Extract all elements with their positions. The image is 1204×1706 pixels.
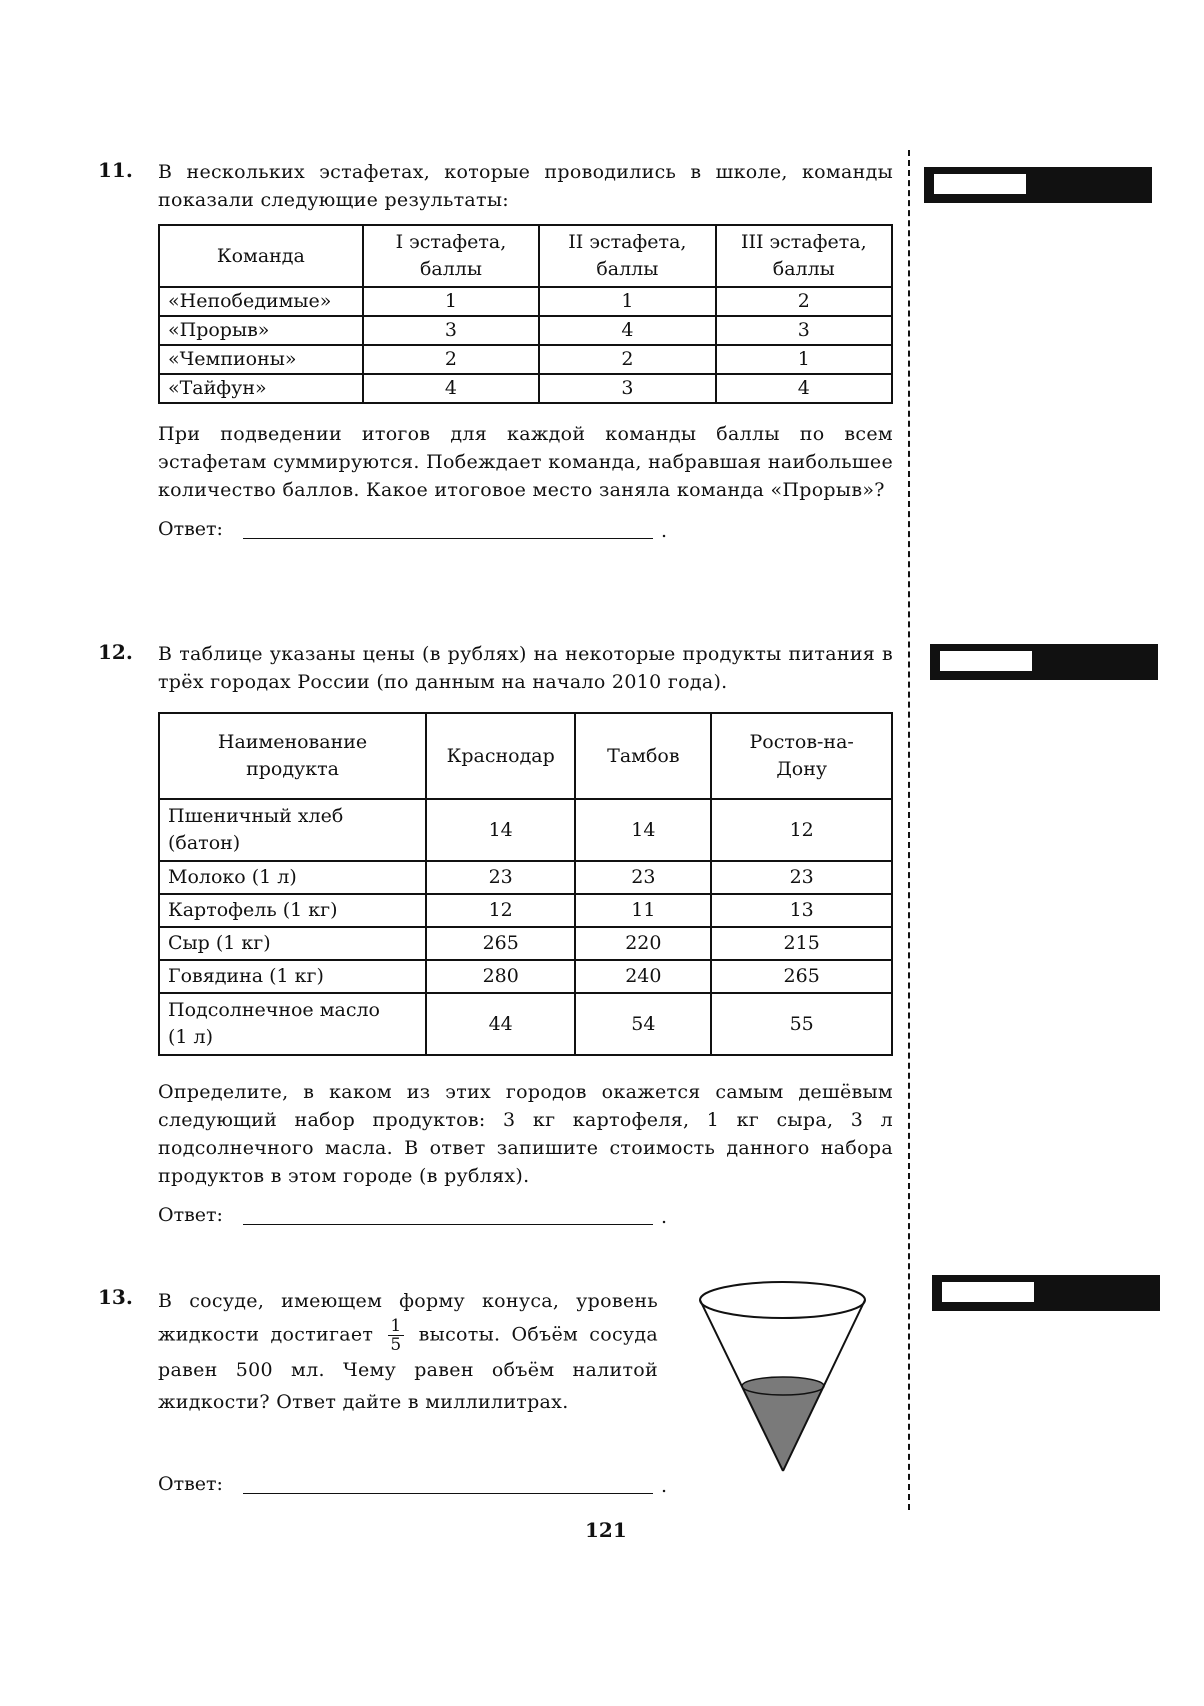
table-cell: 23 — [426, 861, 575, 894]
table-row — [159, 316, 892, 345]
page-number: 121 — [585, 1518, 627, 1542]
task-12 — [98, 640, 893, 1234]
table-cell: 265 — [426, 927, 575, 960]
table-cell: 280 — [426, 960, 575, 993]
answer-line[interactable] — [243, 1224, 653, 1225]
table-cell: 12 — [426, 894, 575, 927]
table-cell: 23 — [575, 861, 711, 894]
table-cell: Пшеничный хлеб (батон) — [159, 799, 426, 861]
table-row — [159, 345, 892, 374]
table-cell: 4 — [539, 316, 715, 345]
answer-box-11 — [924, 167, 1152, 203]
answer-label: Ответ: — [158, 1204, 223, 1226]
answer-line[interactable] — [243, 1493, 653, 1494]
table-cell: 3 — [539, 374, 715, 403]
cone-rim — [700, 1282, 865, 1318]
task-question: При подведении итогов для каждой команды баллы по всем эстафетам суммируются. Побеждает команда, набравшая наибольшее количество баллов. Какое итоговое место заняла команда «Прорыв»? — [158, 423, 893, 501]
answer-box-window — [934, 174, 1026, 194]
answer-box-window — [940, 651, 1032, 671]
table-header: III эстафета, баллы — [716, 225, 892, 287]
answer-box-13 — [932, 1275, 1160, 1311]
table-cell: 2 — [363, 345, 539, 374]
table-row — [159, 960, 892, 993]
table-cell: 55 — [711, 993, 892, 1055]
table-row — [159, 894, 892, 927]
fraction — [388, 1317, 403, 1354]
answer-dot: . — [661, 1475, 668, 1497]
table-header: Наименование продукта — [159, 713, 426, 799]
answer-box-12 — [930, 644, 1158, 680]
table-cell: 2 — [716, 287, 892, 316]
table-row — [159, 799, 892, 861]
task-question: Определите, в каком из этих городов окажется самым дешёвым следующий набор продуктов: 3 кг картофеля, 1 кг сыра, 3 л подсолнечного масла. В ответ запишите стоимость данного набора продуктов в этом городе (в рублях). — [158, 1081, 893, 1187]
table-header: Ростов-на-Дону — [711, 713, 892, 799]
task-intro: В таблице указаны цены (в рублях) на некоторые продукты питания в трёх городах России (по данным на начало 2010 года). — [158, 643, 893, 693]
liquid-fill — [742, 1386, 824, 1471]
table-row — [159, 993, 892, 1055]
table-cell: 220 — [575, 927, 711, 960]
table-cell: 215 — [711, 927, 892, 960]
table-cell: Говядина (1 кг) — [159, 960, 426, 993]
table-cell: 44 — [426, 993, 575, 1055]
table-cell: 240 — [575, 960, 711, 993]
table-cell: «Непобедимые» — [159, 287, 363, 316]
results-table — [158, 224, 893, 404]
table-cell: 4 — [363, 374, 539, 403]
task-intro: В нескольких эстафетах, которые проводились в школе, команды показали следующие результаты: — [158, 161, 893, 211]
table-cell: 4 — [716, 374, 892, 403]
table-header: Краснодар — [426, 713, 575, 799]
table-cell: «Тайфун» — [159, 374, 363, 403]
table-cell: 11 — [575, 894, 711, 927]
task-text-after: высоты. Объём сосуда равен 500 мл. Чему равен объём налитой жидкости? Ответ дайте в миллилитрах. — [158, 1323, 658, 1413]
table-cell: 23 — [711, 861, 892, 894]
answer-label: Ответ: — [158, 1473, 223, 1495]
fraction-numerator: 1 — [390, 1316, 402, 1336]
table-cell: Подсолнечное масло (1 л) — [159, 993, 426, 1055]
task-text-before: В сосуде, имеющем форму конуса, уровень жидкости достигает — [158, 1290, 658, 1346]
answer-box-window — [942, 1282, 1034, 1302]
table-header: Тамбов — [575, 713, 711, 799]
cut-line — [908, 150, 910, 1510]
table-cell: «Чемпионы» — [159, 345, 363, 374]
table-header: Команда — [159, 225, 363, 287]
table-cell: 13 — [711, 894, 892, 927]
table-cell: 3 — [363, 316, 539, 345]
answer-label: Ответ: — [158, 518, 223, 540]
fraction-denominator: 5 — [390, 1335, 402, 1355]
prices-table — [158, 712, 893, 1056]
answer-field[interactable] — [158, 518, 893, 548]
cone-figure — [695, 1278, 875, 1474]
table-cell: 3 — [716, 316, 892, 345]
table-cell: 2 — [539, 345, 715, 374]
table-cell: Сыр (1 кг) — [159, 927, 426, 960]
table-row — [159, 927, 892, 960]
table-row — [159, 861, 892, 894]
table-header: I эстафета, баллы — [363, 225, 539, 287]
table-row — [159, 287, 892, 316]
table-row — [159, 374, 892, 403]
table-cell: 1 — [716, 345, 892, 374]
answer-dot: . — [661, 520, 668, 542]
table-cell: 14 — [575, 799, 711, 861]
table-cell: 14 — [426, 799, 575, 861]
table-cell: 1 — [363, 287, 539, 316]
task-number: 13. — [98, 1285, 133, 1309]
liquid-surface — [742, 1377, 824, 1395]
answer-line[interactable] — [243, 538, 653, 539]
task-11 — [98, 158, 893, 548]
answer-field[interactable] — [158, 1473, 718, 1503]
table-cell: Картофель (1 кг) — [159, 894, 426, 927]
answer-dot: . — [661, 1206, 668, 1228]
table-cell: 12 — [711, 799, 892, 861]
table-cell: «Прорыв» — [159, 316, 363, 345]
task-number: 11. — [98, 158, 133, 182]
table-cell: 54 — [575, 993, 711, 1055]
table-cell: Молоко (1 л) — [159, 861, 426, 894]
table-header: II эстафета, баллы — [539, 225, 715, 287]
table-cell: 265 — [711, 960, 892, 993]
table-cell: 1 — [539, 287, 715, 316]
task-number: 12. — [98, 640, 133, 664]
answer-field[interactable] — [158, 1204, 893, 1234]
task-text — [158, 1285, 658, 1418]
